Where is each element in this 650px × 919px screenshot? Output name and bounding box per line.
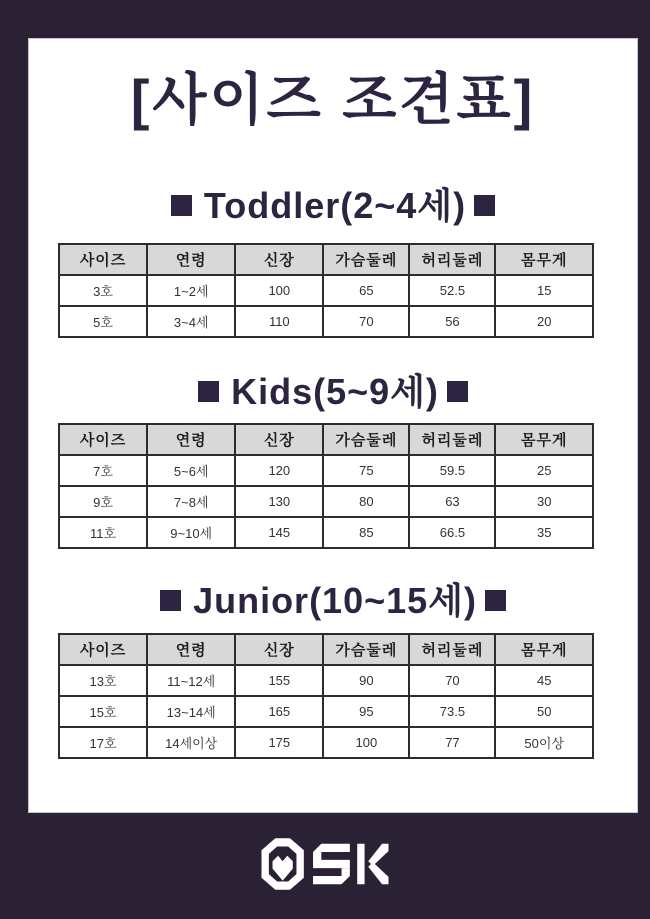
column-header: 연령 — [147, 424, 235, 455]
table-cell: 63 — [409, 486, 495, 517]
column-header: 연령 — [147, 634, 235, 665]
square-bullet-icon — [160, 590, 181, 611]
table-cell: 5호 — [59, 306, 147, 337]
table-header-row — [59, 424, 593, 455]
table-cell: 9~10세 — [147, 517, 235, 548]
toddler-size-table — [58, 243, 594, 338]
table-cell: 3호 — [59, 275, 147, 306]
table-cell: 5~6세 — [147, 455, 235, 486]
table-cell: 66.5 — [409, 517, 495, 548]
table-cell: 110 — [235, 306, 323, 337]
section-heading-label: Junior(10~15세) — [193, 580, 477, 621]
section-heading-label: Kids(5~9세) — [231, 371, 439, 412]
table-header-row — [59, 634, 593, 665]
table-cell: 100 — [323, 727, 409, 758]
square-bullet-icon — [474, 195, 495, 216]
column-header: 가슴둘레 — [323, 634, 409, 665]
table-cell: 25 — [495, 455, 593, 486]
table-cell: 9호 — [59, 486, 147, 517]
table-cell: 50 — [495, 696, 593, 727]
column-header: 허리둘레 — [409, 634, 495, 665]
ask-logo — [262, 838, 389, 890]
column-header: 신장 — [235, 424, 323, 455]
section-heading-kids — [28, 372, 638, 412]
kids-size-table — [58, 423, 594, 549]
table-row — [59, 486, 593, 517]
table-cell: 65 — [323, 275, 409, 306]
table-row — [59, 517, 593, 548]
table-cell: 130 — [235, 486, 323, 517]
table-cell: 73.5 — [409, 696, 495, 727]
table-cell: 11호 — [59, 517, 147, 548]
section-heading-label: Toddler(2~4세) — [203, 185, 467, 226]
ask-logo-icon — [262, 838, 389, 890]
column-header: 신장 — [235, 634, 323, 665]
table-cell: 77 — [409, 727, 495, 758]
section-heading-junior — [28, 581, 638, 621]
table-cell: 56 — [409, 306, 495, 337]
table-row — [59, 275, 593, 306]
square-bullet-icon — [447, 381, 468, 402]
table-cell: 70 — [323, 306, 409, 337]
table-cell: 11~12세 — [147, 665, 235, 696]
section-heading-toddler — [28, 186, 638, 226]
table-header-row — [59, 244, 593, 275]
junior-size-table — [58, 633, 594, 759]
table-row — [59, 696, 593, 727]
column-header: 사이즈 — [59, 634, 147, 665]
table-row — [59, 665, 593, 696]
table-cell: 145 — [235, 517, 323, 548]
table-cell: 7~8세 — [147, 486, 235, 517]
column-header: 몸무게 — [495, 244, 593, 275]
table-cell: 35 — [495, 517, 593, 548]
table-row — [59, 727, 593, 758]
table-row — [59, 306, 593, 337]
table-cell: 165 — [235, 696, 323, 727]
table-cell: 52.5 — [409, 275, 495, 306]
square-bullet-icon — [485, 590, 506, 611]
column-header: 가슴둘레 — [323, 244, 409, 275]
square-bullet-icon — [171, 195, 192, 216]
column-header: 몸무게 — [495, 424, 593, 455]
table-cell: 80 — [323, 486, 409, 517]
table-cell: 7호 — [59, 455, 147, 486]
column-header: 신장 — [235, 244, 323, 275]
table-cell: 14세이상 — [147, 727, 235, 758]
column-header: 몸무게 — [495, 634, 593, 665]
table-cell: 90 — [323, 665, 409, 696]
table-cell: 175 — [235, 727, 323, 758]
table-cell: 17호 — [59, 727, 147, 758]
table-cell: 50이상 — [495, 727, 593, 758]
table-cell: 45 — [495, 665, 593, 696]
column-header: 허리둘레 — [409, 424, 495, 455]
table-cell: 59.5 — [409, 455, 495, 486]
table-cell: 75 — [323, 455, 409, 486]
table-cell: 15호 — [59, 696, 147, 727]
table-cell: 13~14세 — [147, 696, 235, 727]
column-header: 사이즈 — [59, 424, 147, 455]
column-header: 가슴둘레 — [323, 424, 409, 455]
column-header: 사이즈 — [59, 244, 147, 275]
white-content-panel — [28, 38, 638, 813]
page-title: [사이즈 조견표] — [130, 68, 536, 131]
table-cell: 155 — [235, 665, 323, 696]
table-row — [59, 455, 593, 486]
table-cell: 20 — [495, 306, 593, 337]
table-cell: 3~4세 — [147, 306, 235, 337]
column-header: 연령 — [147, 244, 235, 275]
table-cell: 100 — [235, 275, 323, 306]
column-header: 허리둘레 — [409, 244, 495, 275]
table-cell: 85 — [323, 517, 409, 548]
table-cell: 70 — [409, 665, 495, 696]
table-cell: 13호 — [59, 665, 147, 696]
table-cell: 30 — [495, 486, 593, 517]
table-cell: 120 — [235, 455, 323, 486]
table-cell: 95 — [323, 696, 409, 727]
square-bullet-icon — [198, 381, 219, 402]
table-cell: 1~2세 — [147, 275, 235, 306]
table-cell: 15 — [495, 275, 593, 306]
